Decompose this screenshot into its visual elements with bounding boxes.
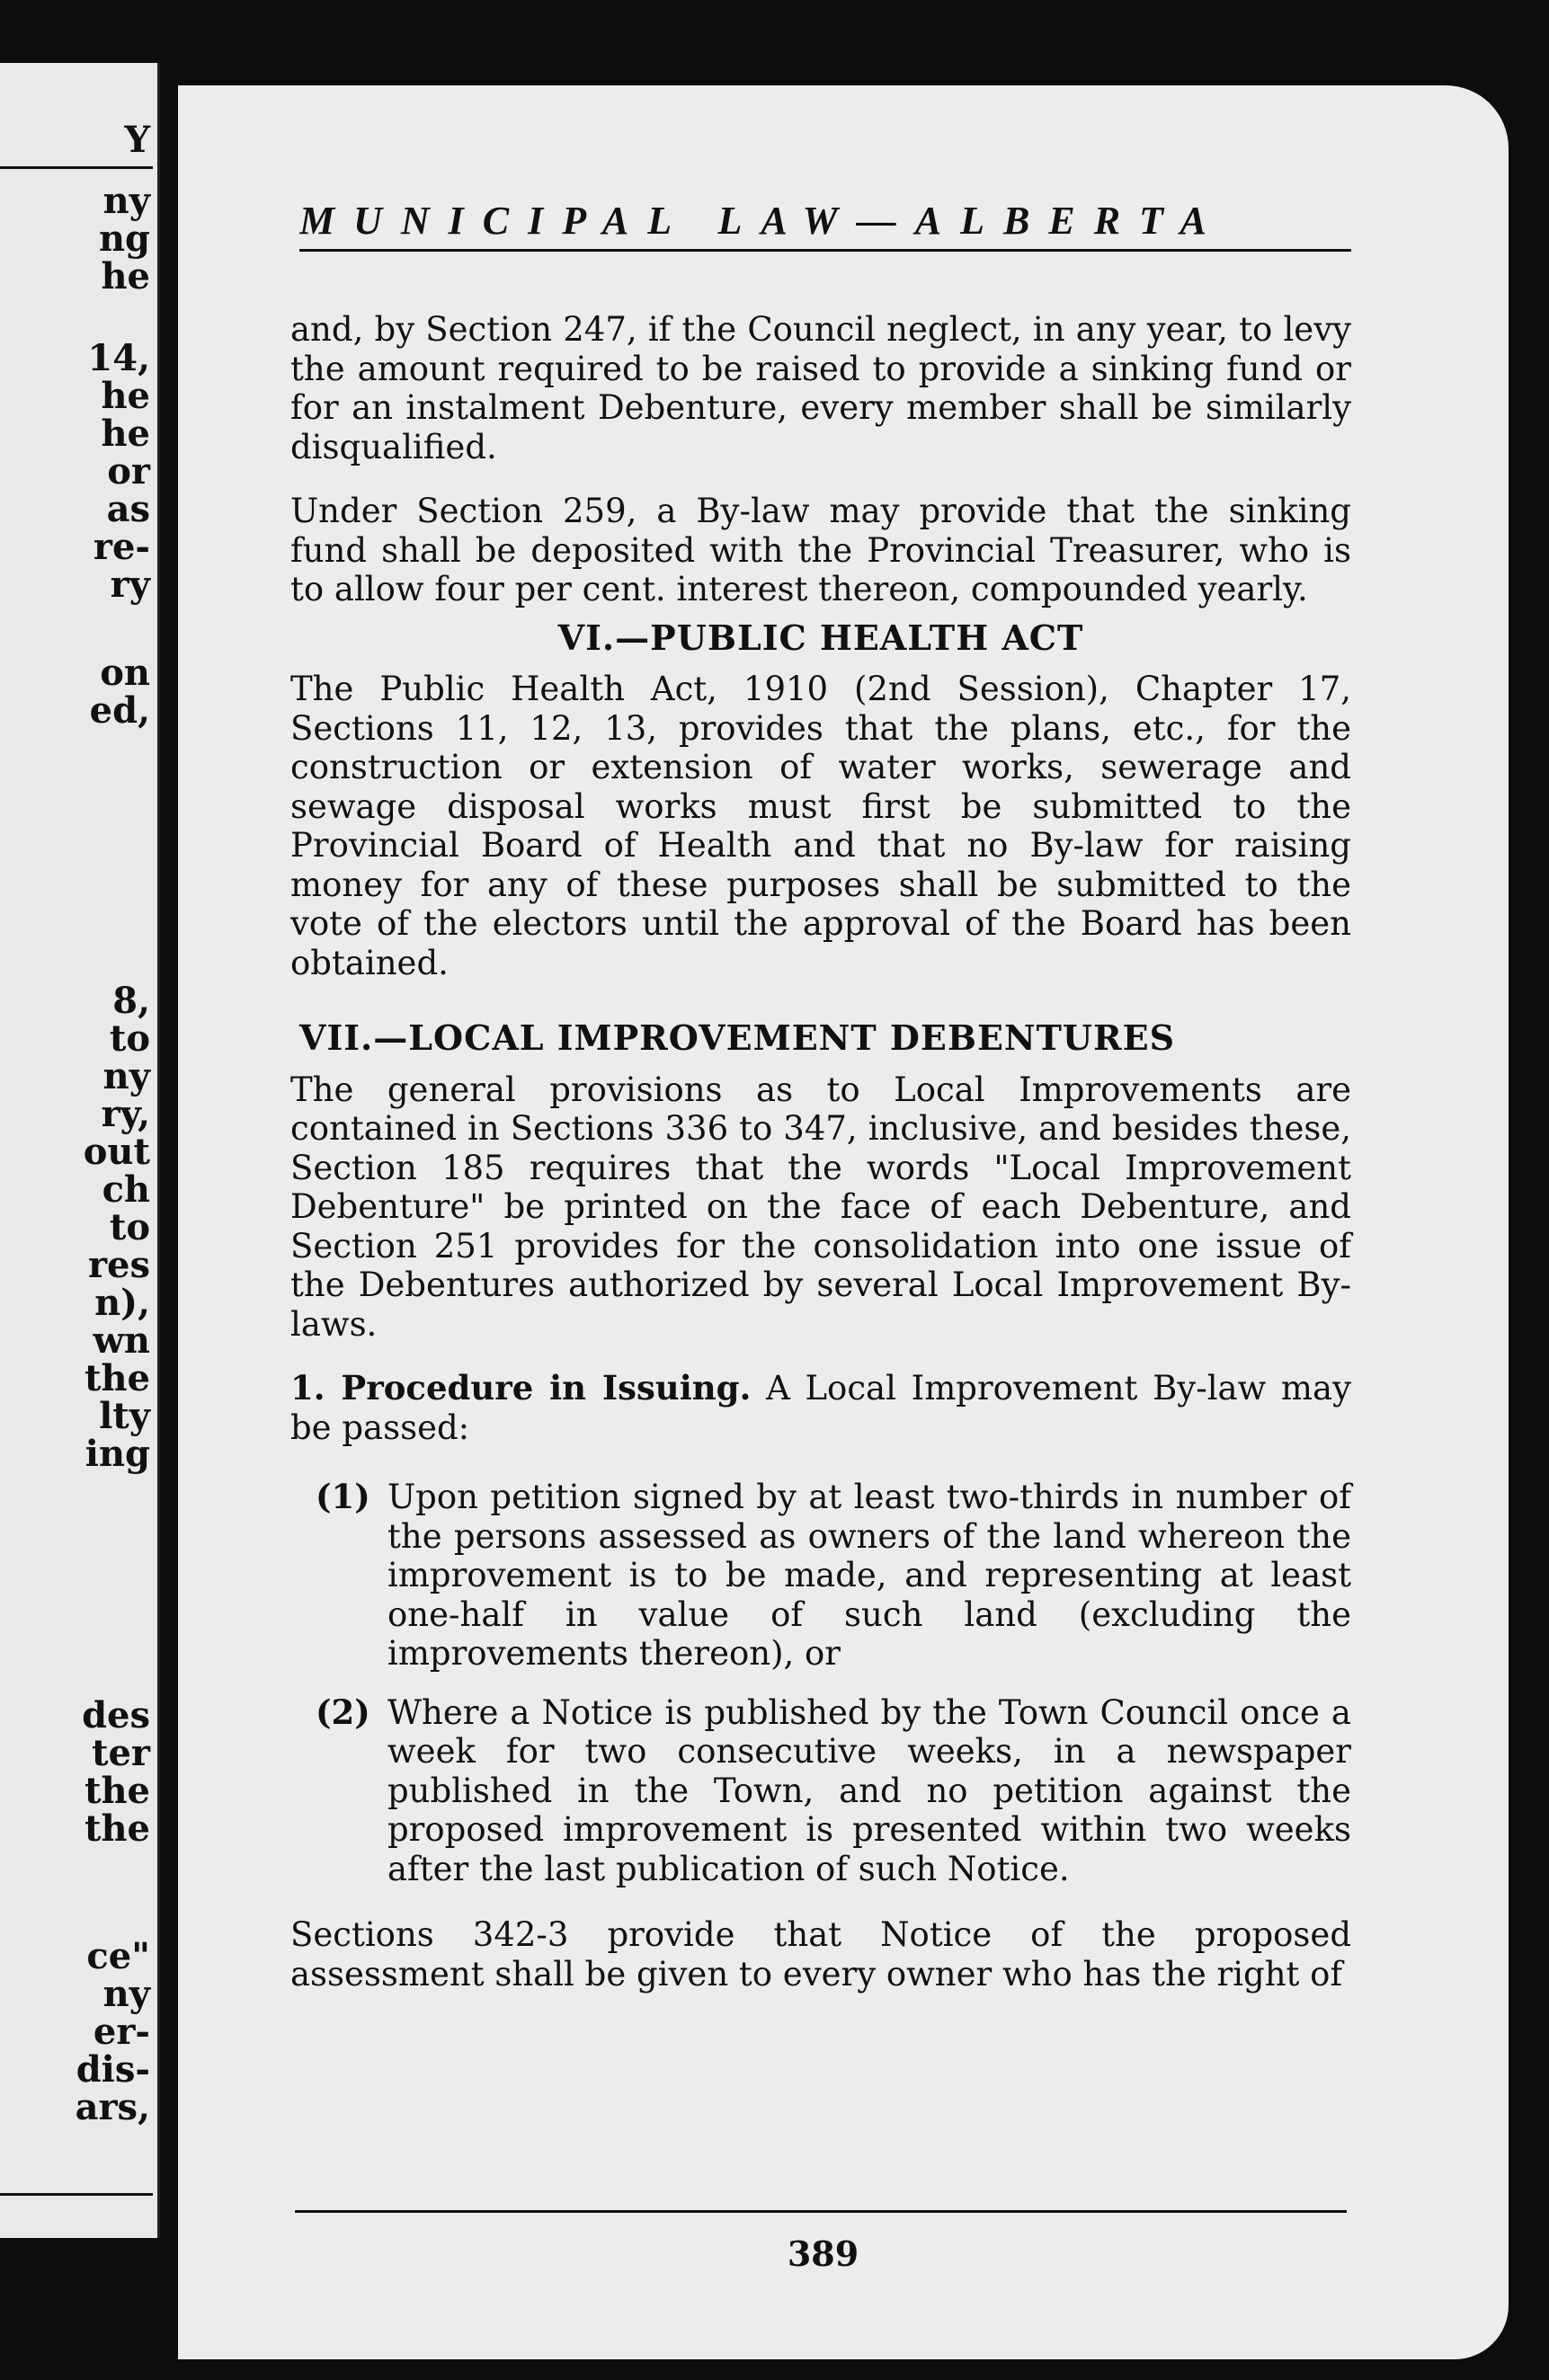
procedure-title: 1. Procedure in Issuing. bbox=[290, 1368, 752, 1408]
left-fragment: the bbox=[84, 1770, 150, 1812]
left-fragment: n), bbox=[94, 1282, 150, 1324]
left-fragment: ter bbox=[92, 1732, 150, 1774]
left-fragment: ch bbox=[102, 1168, 150, 1211]
paragraph: Sections 342-3 provide that Notice of the proposed assessment shall be given to every owner who has the right of bbox=[290, 1915, 1351, 1994]
section-heading: VI.—PUBLIC HEALTH ACT bbox=[557, 617, 1084, 658]
section-heading: VII.—LOCAL IMPROVEMENT DEBENTURES bbox=[299, 1017, 1176, 1058]
left-fragment: ry, bbox=[101, 1093, 150, 1135]
list-item-number: (2) bbox=[316, 1692, 370, 1732]
paragraph: The Public Health Act, 1910 (2nd Session), Chapter 17, Sections 11, 12, 13, provides that the plans, etc., for the construction or extension of water works, sewerage and sewage disposal works must first be submitted to the Provincial Board of Health and that no By-law for raising money for any of these purposes shall be submitted to the vote of the electors until the approval of the Board has been obtained. bbox=[290, 670, 1351, 982]
left-fragment: as bbox=[106, 488, 150, 530]
left-fragment: ny bbox=[102, 1055, 150, 1097]
left-fragment: ed, bbox=[89, 689, 150, 732]
list-item-text: Upon petition signed by at least two-thirds in number of the persons assessed as owners of the land whereon the improvement is to be made, and representing at least one-half in value of such land (excluding the improvements thereon), or bbox=[387, 1478, 1351, 1673]
procedure-text: A Local Improvement By-law may be passed: bbox=[290, 1369, 1351, 1447]
book-page bbox=[178, 85, 1509, 2359]
left-fragment: to bbox=[109, 1206, 150, 1248]
left-fragment: ry bbox=[110, 564, 150, 606]
page-number: 389 bbox=[787, 2233, 859, 2274]
left-fragment: re- bbox=[93, 526, 150, 568]
list-item-number: (1) bbox=[316, 1477, 370, 1516]
left-fragment: or bbox=[107, 450, 150, 493]
left-fragment: Y bbox=[124, 119, 150, 161]
left-fragment: on bbox=[100, 652, 150, 694]
paragraph: The general provisions as to Local Improvements are contained in Sections 336 to 347, inclusive, and besides these, Section 185 requires that the words "Local Improvement Debenture" be printed on the face of each Debenture, and Section 251 provides for the consolidation into one issue of the Debentures authorized by several Local Improvement By-laws. bbox=[290, 1070, 1351, 1344]
paragraph: and, by Section 247, if the Council neglect, in any year, to levy the amount required to be raised to provide a sinking fund or for an instalment Debenture, every member shall be similarly disqualified. bbox=[290, 310, 1351, 466]
left-fragment: 8, bbox=[112, 980, 150, 1022]
left-fragment: to bbox=[109, 1017, 150, 1060]
list-item bbox=[290, 1693, 1351, 1889]
left-fragment: wn bbox=[93, 1319, 150, 1362]
left-fragment: er- bbox=[93, 2011, 150, 2053]
left-fragment: he bbox=[101, 255, 150, 298]
list-item-text: Where a Notice is published by the Town Council once a week for two consecutive weeks, in a newspaper published in the Town, and no petition against the proposed improvement is presented within two weeks after the last publication of such Notice. bbox=[387, 1692, 1351, 1888]
left-footer-rule bbox=[0, 2193, 153, 2196]
left-fragment: ce" bbox=[86, 1935, 150, 1977]
left-fragment: dis- bbox=[76, 2048, 150, 2091]
left-fragment: ng bbox=[98, 218, 150, 260]
page-body bbox=[290, 310, 1351, 2019]
left-fragment: ny bbox=[102, 1973, 150, 2015]
facing-page-edge bbox=[0, 63, 160, 2238]
left-fragment: ny bbox=[102, 180, 150, 222]
left-fragment: he bbox=[101, 413, 150, 455]
left-fragment: he bbox=[101, 375, 150, 417]
footer-rule bbox=[295, 2210, 1347, 2213]
left-fragment: the bbox=[84, 1807, 150, 1850]
procedure-paragraph bbox=[290, 1369, 1351, 1447]
left-fragment: 14, bbox=[87, 337, 150, 379]
left-header-rule bbox=[0, 166, 153, 169]
left-fragment: ing bbox=[85, 1433, 150, 1475]
left-fragment: ars, bbox=[75, 2086, 150, 2128]
left-fragment: des bbox=[82, 1694, 150, 1736]
list-item bbox=[290, 1478, 1351, 1674]
left-fragment: res bbox=[87, 1244, 150, 1286]
left-fragment: out bbox=[83, 1131, 150, 1173]
left-fragment: lty bbox=[99, 1395, 150, 1437]
paragraph: Under Section 259, a By-law may provide that the sinking fund shall be deposited with the Provincial Treasurer, who is to allow four per cent. interest thereon, compounded yearly. bbox=[290, 492, 1351, 608]
running-header: MUNICIPAL LAW—ALBERTA bbox=[299, 198, 1351, 252]
left-fragment: the bbox=[84, 1357, 150, 1399]
